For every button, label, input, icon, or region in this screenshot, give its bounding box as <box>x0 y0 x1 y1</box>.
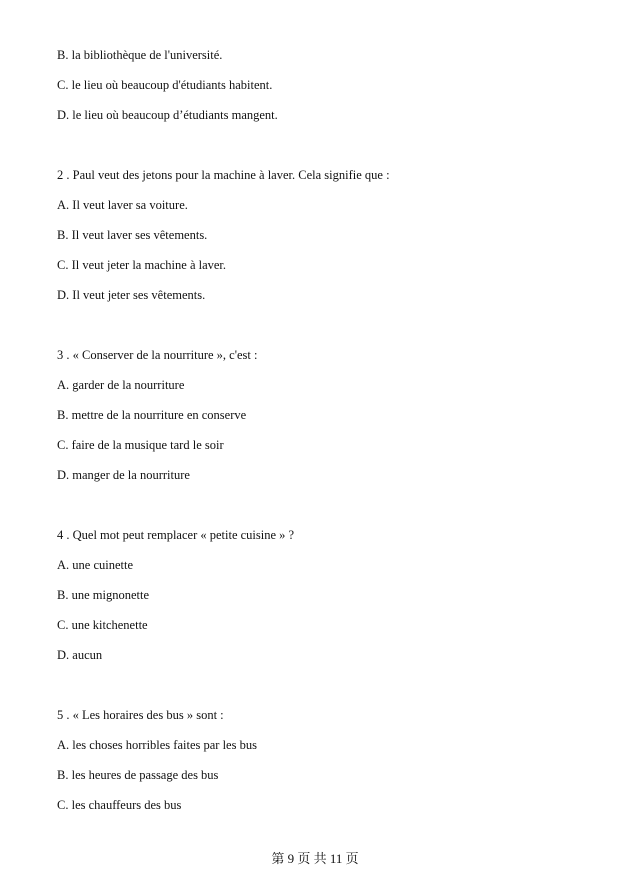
page-footer <box>0 851 630 867</box>
q1-option-b <box>57 47 222 63</box>
option-letter: C. <box>57 258 69 272</box>
q2-question <box>57 167 390 183</box>
option-letter: C. <box>57 798 69 812</box>
option-text: le lieu où beaucoup d’étudiants mangent. <box>72 108 278 122</box>
option-text: une kitchenette <box>71 618 148 632</box>
option-text: la bibliothèque de l'université. <box>71 48 223 62</box>
q3-option-a <box>57 377 184 393</box>
option-letter: D. <box>57 288 70 302</box>
q3-option-d <box>57 467 190 483</box>
option-letter: B. <box>57 48 69 62</box>
q3-question <box>57 347 257 363</box>
q3-option-c <box>57 437 224 453</box>
option-text: le lieu où beaucoup d'étudiants habitent. <box>71 78 273 92</box>
option-text: les chauffeurs des bus <box>71 798 182 812</box>
option-letter: D. <box>57 108 70 122</box>
option-text: une mignonette <box>71 588 150 602</box>
q2-option-d <box>57 287 205 303</box>
question-number: 4 . <box>57 528 70 542</box>
option-text: garder de la nourriture <box>72 378 185 392</box>
option-text: une cuinette <box>72 558 134 572</box>
q4-question <box>57 527 294 543</box>
page-number-label: 第 9 页 共 11 页 <box>271 851 359 866</box>
q3-option-b <box>57 407 246 423</box>
q5-option-b <box>57 767 218 783</box>
q5-option-c <box>57 797 181 813</box>
option-text: aucun <box>72 648 103 662</box>
option-letter: B. <box>57 768 69 782</box>
question-number: 5 . <box>57 708 70 722</box>
q4-option-b <box>57 587 149 603</box>
q4-option-a <box>57 557 133 573</box>
q4-option-d <box>57 647 102 663</box>
option-letter: D. <box>57 648 70 662</box>
option-text: faire de la musique tard le soir <box>71 438 224 452</box>
q2-option-a <box>57 197 188 213</box>
option-letter: C. <box>57 78 69 92</box>
option-text: Il veut jeter ses vêtements. <box>72 288 206 302</box>
option-text: Il veut laver sa voiture. <box>72 198 188 212</box>
q2-option-c <box>57 257 226 273</box>
option-letter: A. <box>57 738 70 752</box>
q5-question <box>57 707 224 723</box>
option-letter: B. <box>57 588 69 602</box>
q1-option-c <box>57 77 272 93</box>
question-text: Paul veut des jetons pour la machine à laver. Cela signifie que : <box>72 168 390 182</box>
q4-option-c <box>57 617 148 633</box>
option-text: les choses horribles faites par les bus <box>72 738 257 752</box>
question-number: 2 . <box>57 168 70 182</box>
option-text: Il veut jeter la machine à laver. <box>71 258 227 272</box>
question-text: « Les horaires des bus » sont : <box>72 708 224 722</box>
option-letter: C. <box>57 438 69 452</box>
option-text: Il veut laver ses vêtements. <box>71 228 208 242</box>
option-letter: A. <box>57 378 70 392</box>
question-text: Quel mot peut remplacer « petite cuisine » ? <box>72 528 295 542</box>
option-letter: A. <box>57 198 70 212</box>
option-text: mettre de la nourriture en conserve <box>71 408 247 422</box>
option-letter: C. <box>57 618 69 632</box>
question-number: 3 . <box>57 348 70 362</box>
q2-option-b <box>57 227 207 243</box>
option-letter: B. <box>57 228 69 242</box>
option-letter: B. <box>57 408 69 422</box>
option-letter: D. <box>57 468 70 482</box>
option-text: les heures de passage des bus <box>71 768 219 782</box>
q5-option-a <box>57 737 257 753</box>
option-text: manger de la nourriture <box>72 468 190 482</box>
q1-option-d <box>57 107 278 123</box>
option-letter: A. <box>57 558 70 572</box>
question-text: « Conserver de la nourriture », c'est : <box>72 348 258 362</box>
